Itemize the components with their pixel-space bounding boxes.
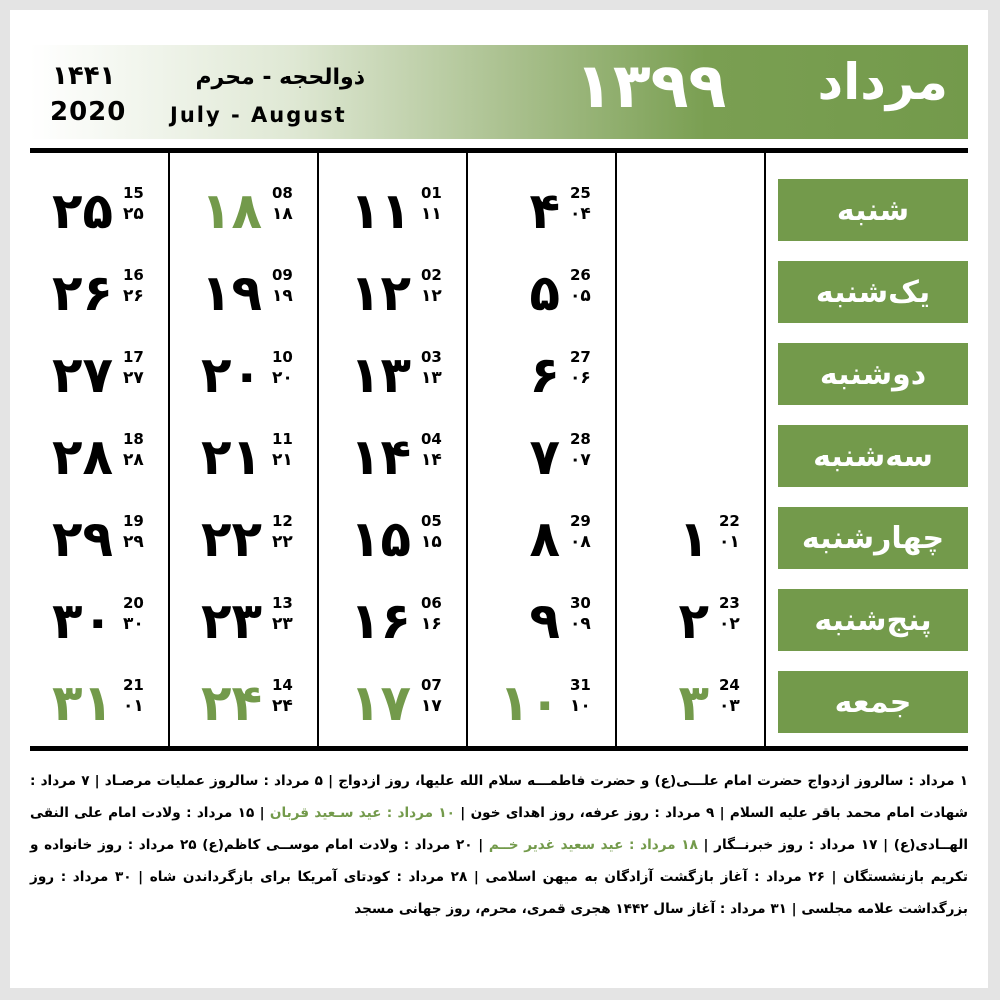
day-cell[interactable] <box>476 508 616 572</box>
solar-day: ۱۵ <box>349 510 411 568</box>
gregorian-day: 30 <box>570 594 591 612</box>
hijri-day: ۱۵ <box>421 532 442 552</box>
day-cell[interactable] <box>476 426 616 490</box>
gregorian-day: 08 <box>272 184 293 202</box>
weekday-monday: دوشنبه <box>778 343 968 405</box>
day-cell[interactable] <box>327 262 467 326</box>
weekday-friday: جمعه <box>778 671 968 733</box>
events-text: | ۲۰ مرداد : ولادت امام موســی کاظم(ع) ۲۵ مرداد : روز خانواده و تکریم بازنشستگان | ۲۶ مرداد : آغاز بازگشت آزادگان به میهن اسلامی | ۲۸ مرداد : کودتای آمریکا برای بازگرداندن شاه | ۳۰ مرداد : روز بزرگداشت علامه مجلسی | ۳۱ مرداد : آغاز سال ۱۴۴۲ هجری قمری، محرم، روز جهانی مسجد <box>30 837 968 917</box>
day-cell[interactable] <box>327 426 467 490</box>
hijri-day: ۱۲ <box>421 286 442 306</box>
solar-day: ۲۰ <box>200 346 262 404</box>
gregorian-day: 29 <box>570 512 591 530</box>
gregorian-day: 07 <box>421 676 442 694</box>
events-list <box>30 765 968 925</box>
gregorian-day: 14 <box>272 676 293 694</box>
gregorian-year: 2020 <box>50 97 127 127</box>
day-cell[interactable] <box>29 180 169 244</box>
solar-day: ۱ <box>678 510 709 568</box>
solar-day: ۸ <box>529 510 560 568</box>
solar-day: ۱۱ <box>349 182 411 240</box>
hijri-day: ۰۱ <box>123 696 144 716</box>
day-cell[interactable] <box>327 180 467 244</box>
solar-day: ۵ <box>529 264 560 322</box>
hijri-day: ۲۸ <box>123 450 144 470</box>
day-cell[interactable] <box>476 344 616 408</box>
day-cell[interactable] <box>327 508 467 572</box>
gregorian-day: 23 <box>719 594 740 612</box>
gregorian-day: 11 <box>272 430 293 448</box>
gregorian-day: 01 <box>421 184 442 202</box>
events-text: | ۱۵ مرداد : ولادت امام علی النقی الهــادی(ع) | ۱۷ مرداد : روز خبرنــگار | <box>30 805 968 853</box>
weekday-sunday: یک‌شنبه <box>778 261 968 323</box>
solar-day: ۱۰ <box>498 674 560 732</box>
day-cell[interactable] <box>178 262 318 326</box>
hijri-day: ۱۸ <box>272 204 293 224</box>
hijri-day: ۲۰ <box>272 368 293 388</box>
events-holiday: ۱۸ مرداد : عید سعید غدیر خــم <box>488 837 698 853</box>
solar-day: ۱۶ <box>349 592 411 650</box>
top-divider <box>30 148 968 153</box>
solar-day: ۱۳ <box>349 346 411 404</box>
gregorian-day: 21 <box>123 676 144 694</box>
weekday-wednesday: چهارشنبه <box>778 507 968 569</box>
solar-day: ۲۸ <box>51 428 113 486</box>
day-cell[interactable] <box>476 590 616 654</box>
day-cell[interactable] <box>625 508 765 572</box>
events-holiday: ۱۰ مرداد : عید سـعید قربان <box>269 805 455 821</box>
gregorian-day: 24 <box>719 676 740 694</box>
events-text: ۱ مرداد : سالروز ازدواج حضرت امام علـــی(ع) و حضرت فاطمـــه سلام الله علیها، روز ازدواج | ۵ مرداد : سالروز عملیات مرصـاد | ۷ مرداد : شهادت امام محمد باقر علیه السلام | ۹ مرداد : روز عرفه، روز اهدای خون | <box>30 773 968 821</box>
calendar-header <box>30 45 968 139</box>
hijri-day: ۱۶ <box>421 614 442 634</box>
gregorian-day: 18 <box>123 430 144 448</box>
hijri-day: ۱۷ <box>421 696 442 716</box>
solar-day: ۲۶ <box>51 264 113 322</box>
day-cell[interactable] <box>178 590 318 654</box>
gregorian-day: 13 <box>272 594 293 612</box>
weekday-tuesday: سه‌شنبه <box>778 425 968 487</box>
gregorian-day: 04 <box>421 430 442 448</box>
gregorian-day: 12 <box>272 512 293 530</box>
hijri-day: ۲۴ <box>272 696 293 716</box>
day-cell[interactable] <box>625 672 765 736</box>
day-cell[interactable] <box>29 672 169 736</box>
islamic-months: ذوالحجه - محرم <box>195 65 365 90</box>
solar-day: ۲۹ <box>51 510 113 568</box>
solar-day: ۱۹ <box>200 264 262 322</box>
gregorian-day: 26 <box>570 266 591 284</box>
day-cell[interactable] <box>29 344 169 408</box>
day-cell[interactable] <box>178 180 318 244</box>
day-cell[interactable] <box>327 344 467 408</box>
hijri-day: ۲۹ <box>123 532 144 552</box>
hijri-day: ۲۱ <box>272 450 293 470</box>
day-cell[interactable] <box>178 344 318 408</box>
hijri-day: ۲۵ <box>123 204 144 224</box>
solar-day: ۱۲ <box>349 264 411 322</box>
day-cell[interactable] <box>476 672 616 736</box>
day-cell[interactable] <box>625 590 765 654</box>
hijri-day: ۰۹ <box>570 614 591 634</box>
solar-day: ۲ <box>678 592 709 650</box>
hijri-day: ۲۲ <box>272 532 293 552</box>
day-cell[interactable] <box>178 508 318 572</box>
gregorian-day: 27 <box>570 348 591 366</box>
hijri-day: ۱۹ <box>272 286 293 306</box>
gregorian-day: 17 <box>123 348 144 366</box>
column-divider <box>764 153 766 746</box>
solar-day: ۲۷ <box>51 346 113 404</box>
bottom-divider <box>30 746 968 751</box>
hijri-day: ۰۸ <box>570 532 591 552</box>
hijri-day: ۰۲ <box>719 614 740 634</box>
weekday-thursday: پنج‌شنبه <box>778 589 968 651</box>
solar-day: ۷ <box>529 428 560 486</box>
solar-day: ۲۱ <box>200 428 262 486</box>
month-title: مرداد <box>817 53 948 111</box>
solar-day: ۳ <box>678 674 709 732</box>
hijri-day: ۰۶ <box>570 368 591 388</box>
day-cell[interactable] <box>476 262 616 326</box>
hijri-day: ۱۴ <box>421 450 442 470</box>
gregorian-day: 31 <box>570 676 591 694</box>
gregorian-day: 15 <box>123 184 144 202</box>
solar-day: ۴ <box>529 182 560 240</box>
solar-year: ۱۳۹۹ <box>575 49 727 122</box>
day-cell[interactable] <box>178 426 318 490</box>
day-cell[interactable] <box>29 590 169 654</box>
gregorian-day: 19 <box>123 512 144 530</box>
hijri-day: ۱۰ <box>570 696 591 716</box>
gregorian-day: 28 <box>570 430 591 448</box>
day-cell[interactable] <box>29 426 169 490</box>
hijri-day: ۰۳ <box>719 696 740 716</box>
solar-day: ۹ <box>529 592 560 650</box>
day-cell[interactable] <box>327 590 467 654</box>
gregorian-day: 05 <box>421 512 442 530</box>
day-cell[interactable] <box>327 672 467 736</box>
solar-day: ۲۵ <box>51 182 113 240</box>
solar-day: ۱۸ <box>200 182 262 240</box>
gregorian-months: July - August <box>170 103 347 127</box>
hijri-day: ۲۳ <box>272 614 293 634</box>
gregorian-day: 06 <box>421 594 442 612</box>
solar-day: ۳۱ <box>51 674 113 732</box>
solar-day: ۶ <box>529 346 560 404</box>
hijri-day: ۲۶ <box>123 286 144 306</box>
solar-day: ۲۲ <box>200 510 262 568</box>
gregorian-day: 02 <box>421 266 442 284</box>
calendar-page <box>10 10 988 988</box>
solar-day: ۱۷ <box>349 674 411 732</box>
gregorian-day: 25 <box>570 184 591 202</box>
day-cell[interactable] <box>29 262 169 326</box>
hijri-day: ۰۷ <box>570 450 591 470</box>
solar-day: ۳۰ <box>51 592 113 650</box>
gregorian-day: 09 <box>272 266 293 284</box>
hijri-day: ۱۱ <box>421 204 442 224</box>
gregorian-day: 22 <box>719 512 740 530</box>
day-cell[interactable] <box>476 180 616 244</box>
hijri-day: ۰۴ <box>570 204 591 224</box>
solar-day: ۱۴ <box>349 428 411 486</box>
day-cell[interactable] <box>178 672 318 736</box>
gregorian-day: 20 <box>123 594 144 612</box>
gregorian-day: 03 <box>421 348 442 366</box>
hijri-day: ۰۵ <box>570 286 591 306</box>
hijri-day: ۲۷ <box>123 368 144 388</box>
day-cell[interactable] <box>29 508 169 572</box>
solar-day: ۲۴ <box>200 674 262 732</box>
hijri-day: ۱۳ <box>421 368 442 388</box>
gregorian-day: 10 <box>272 348 293 366</box>
hijri-year: ۱۴۴۱ <box>52 61 116 91</box>
hijri-day: ۳۰ <box>123 614 144 634</box>
gregorian-day: 16 <box>123 266 144 284</box>
weekday-saturday: شنبه <box>778 179 968 241</box>
hijri-day: ۰۱ <box>719 532 740 552</box>
solar-day: ۲۳ <box>200 592 262 650</box>
